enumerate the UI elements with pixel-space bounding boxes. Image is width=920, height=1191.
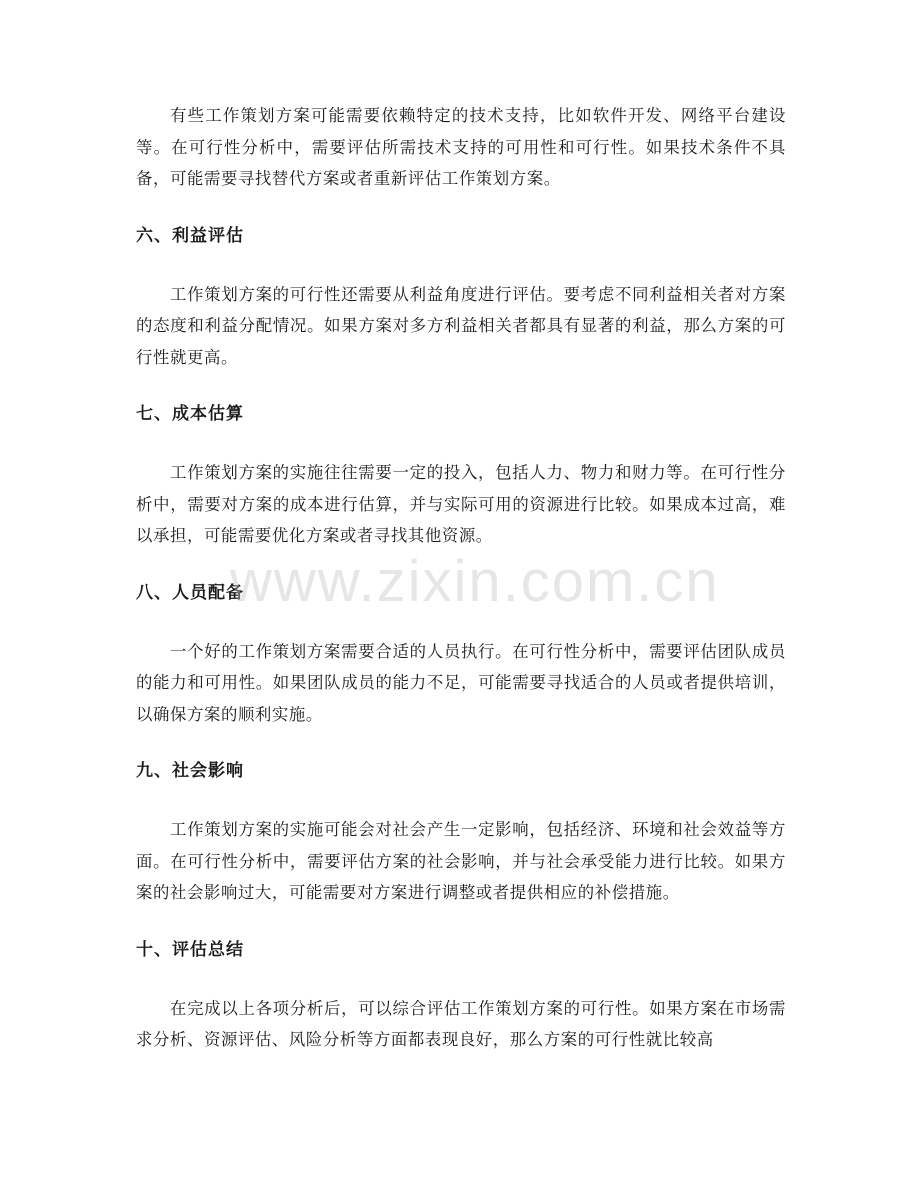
section-heading-social-impact: 九、社会影响 bbox=[136, 761, 244, 781]
intro-paragraph: 有些工作策划方案可能需要依赖特定的技术支持，比如软件开发、网络平台建设等。在可行性分析中，需要评估所需技术支持的可用性和可行性。如果技术条件不具备，可能需要寻找替代方案或者重新评估工作策划方案。 bbox=[136, 106, 786, 188]
section-heading-cost: 七、成本估算 bbox=[136, 404, 244, 424]
section-heading-staffing: 八、人员配备 bbox=[136, 582, 244, 603]
section-paragraph-staffing: 一个好的工作策划方案需要合适的人员执行。在可行性分析中，需要评估团队成员的能力和可用性。如果团队成员的能力不足，可能需要寻找适合的人员或者提供培训，以确保方案的顺利实施。 bbox=[136, 641, 786, 724]
section-paragraph-cost: 工作策划方案的实施往往需要一定的投入，包括人力、物力和财力等。在可行性分析中，需要对方案的成本进行估算，并与实际可用的资源进行比较。如果成本过高，难以承担，可能需要优化方案或者寻找其他资源。 bbox=[136, 463, 786, 545]
section-heading-summary: 十、评估总结 bbox=[136, 939, 244, 960]
section-heading-benefit: 六、利益评估 bbox=[136, 225, 244, 246]
section-paragraph-summary: 在完成以上各项分析后，可以综合评估工作策划方案的可行性。如果方案在市场需求分析、资源评估、风险分析等方面都表现良好，那么方案的可行性就比较高 bbox=[136, 998, 786, 1049]
watermark: www.zixin.com.cn bbox=[230, 549, 720, 614]
section-paragraph-benefit: 工作策划方案的可行性还需要从利益角度进行评估。要考虑不同利益相关者对方案的态度和利益分配情况。如果方案对多方利益相关者都具有显著的利益，那么方案的可行性就更高。 bbox=[136, 284, 786, 367]
document-page bbox=[136, 100, 786, 1085]
section-paragraph-social-impact: 工作策划方案的实施可能会对社会产生一定影响，包括经济、环境和社会效益等方面。在可行性分析中，需要评估方案的社会影响，并与社会承受能力进行比较。如果方案的社会影响过大，可能需要对方案进行调整或者提供相应的补偿措施。 bbox=[136, 820, 786, 902]
